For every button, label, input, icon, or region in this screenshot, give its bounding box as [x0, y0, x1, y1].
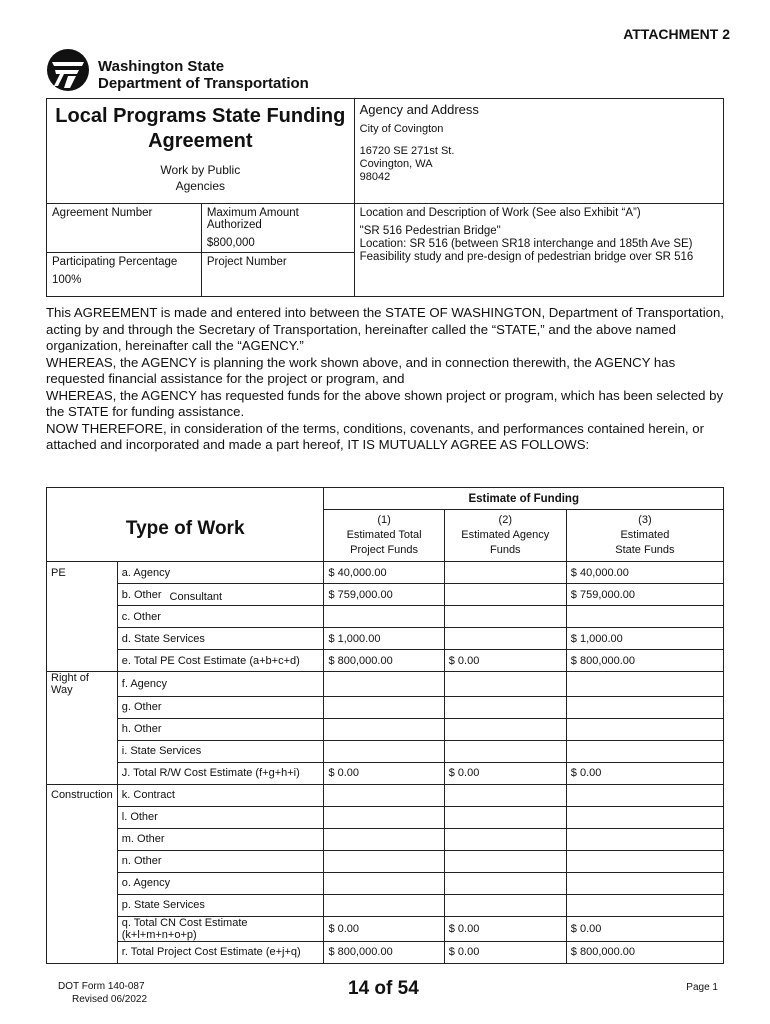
estimate-col1-cell [324, 784, 444, 806]
group-spacer-cell [47, 894, 118, 916]
funding-estimate-table [46, 487, 724, 964]
estimate-col3-cell: $ 759,000.00 [566, 584, 723, 606]
estimate-col3-cell [566, 740, 723, 762]
estimate-col3-cell [566, 850, 723, 872]
page-number: Page 1 [686, 982, 718, 993]
estimate-col3-cell: $ 0.00 [566, 916, 723, 941]
max-amount-value: $800,000 [206, 237, 255, 249]
group-spacer-cell [47, 916, 118, 941]
work-by-label: Work by Public Agencies [160, 163, 241, 193]
work-item-cell [117, 916, 324, 941]
group-spacer-cell [47, 628, 118, 650]
table-row [47, 650, 724, 672]
table-row [47, 584, 724, 606]
estimate-col1-cell [324, 718, 444, 740]
pe-group-label: PE [47, 562, 118, 584]
table-row [47, 850, 724, 872]
group-spacer-cell [47, 650, 118, 672]
work-item-cell [117, 628, 324, 650]
logo-line1: Washington State [98, 58, 225, 75]
project-number-cell: Project Number [201, 253, 354, 297]
group-spacer-cell [47, 762, 118, 784]
estimate-col2-cell [444, 718, 566, 740]
estimate-col1-cell [324, 696, 444, 718]
work-item-label: i. State Services [121, 745, 202, 757]
group-spacer-cell [47, 806, 118, 828]
estimate-col1-cell: $ 759,000.00 [324, 584, 444, 606]
page-of-count: 14 of 54 [348, 978, 419, 999]
estimate-col1-cell: $ 40,000.00 [324, 562, 444, 584]
col3-header: (3) Estimated State Funds [566, 510, 723, 562]
work-item-label: f. Agency [121, 677, 168, 690]
work-item-label: h. Other [121, 723, 162, 735]
agreement-number-cell: Agreement Number [47, 204, 202, 253]
agency-address: 16720 SE 271st St. Covington, WA 98042 [359, 145, 455, 183]
estimate-col2-cell [444, 606, 566, 628]
agreement-title: Local Programs State Funding Agreement [55, 105, 346, 152]
work-item-label: n. Other [121, 855, 162, 867]
participating-percentage-value: 100% [52, 274, 82, 286]
estimate-col2-cell [444, 562, 566, 584]
body-paragraph-3: WHEREAS, the AGENCY has requested funds for the above shown project or program, which has been selected by the STATE for funding assistance. [46, 387, 724, 419]
work-item-label: p. State Services [121, 899, 205, 911]
estimate-col2-cell: $ 0.00 [444, 650, 566, 672]
estimate-col2-cell [444, 828, 566, 850]
estimate-col3-cell: $ 40,000.00 [566, 562, 723, 584]
form-info [58, 980, 147, 1006]
table-row [47, 806, 724, 828]
work-item-cell [117, 584, 324, 606]
work-item-label: e. Total PE Cost Estimate (a+b+c+d) [121, 654, 300, 667]
table-row [47, 628, 724, 650]
agreement-body [46, 305, 726, 454]
estimate-col3-cell: $ 1,000.00 [566, 628, 723, 650]
estimate-col1-cell [324, 606, 444, 628]
estimate-col2-cell [444, 584, 566, 606]
table-row [47, 606, 724, 628]
estimate-col1-cell [324, 894, 444, 916]
location-cell: Location and Description of Work (See also Exhibit “A”) "SR 516 Pedestrian Bridge" Location: SR 516 (between SR18 interchange and 185th Ave SE) Feasibility study and pre-design of pedestrian bridge over SR 516 [354, 204, 723, 297]
funding-rows [47, 562, 724, 964]
body-paragraph-4: NOW THEREFORE, in consideration of the terms, conditions, covenants, and performances contained herein, or attached and incorporated and made a part hereof, IT IS MUTUALLY AGREE AS FOLLOWS: [46, 420, 704, 452]
agency-address-label: Agency and Address [359, 102, 479, 117]
work-item-cell [117, 606, 324, 628]
work-item-label: c. Other [121, 610, 161, 623]
estimate-col1-cell: $ 0.00 [324, 916, 444, 941]
estimate-col2-cell: $ 0.00 [444, 916, 566, 941]
work-item-label: a. Agency [121, 566, 171, 579]
logo-line2: Department of Transportation [98, 75, 309, 92]
group-spacer-cell [47, 718, 118, 740]
work-item-label: l. Other [121, 811, 158, 823]
work-item-label: b. Other [121, 588, 162, 601]
table-row [47, 916, 724, 941]
agency-address-cell [354, 99, 723, 204]
group-spacer-cell [47, 696, 118, 718]
work-item-cell [117, 650, 324, 672]
type-of-work-header: Type of Work [47, 488, 324, 562]
work-item-label: r. Total Project Cost Estimate (e+j+q) [121, 946, 301, 958]
estimate-col3-cell [566, 718, 723, 740]
group-spacer-cell [47, 872, 118, 894]
group-spacer-cell [47, 941, 118, 963]
agency-name: City of Covington [359, 123, 444, 135]
col2-header: (2) Estimated Agency Funds [444, 510, 566, 562]
table-row [47, 740, 724, 762]
work-item-cell [117, 872, 324, 894]
table-row [47, 562, 724, 584]
estimate-col3-cell: $ 0.00 [566, 762, 723, 784]
table-row [47, 718, 724, 740]
construction-group-label: Construction [47, 784, 118, 806]
estimate-col1-cell [324, 850, 444, 872]
attachment-label: ATTACHMENT 2 [623, 26, 730, 42]
body-paragraph-2: WHEREAS, the AGENCY is planning the work shown above, and in connection therewith, the AGENCY has requested financial assistance for the project or program, and [46, 354, 676, 386]
estimate-col3-cell: $ 800,000.00 [566, 941, 723, 963]
table-row [47, 828, 724, 850]
estimate-col2-cell [444, 784, 566, 806]
work-item-cell [117, 894, 324, 916]
agreement-title-cell [47, 99, 355, 204]
participating-percentage-cell: Participating Percentage 100% [47, 253, 202, 297]
estimate-col2-cell [444, 696, 566, 718]
table-row [47, 872, 724, 894]
group-spacer-cell [47, 584, 118, 606]
estimate-col3-cell: $ 800,000.00 [566, 650, 723, 672]
work-item-cell [117, 784, 324, 806]
table-row [47, 784, 724, 806]
work-item-label: m. Other [121, 833, 165, 845]
work-item-cell [117, 562, 324, 584]
work-item-cell [117, 672, 324, 697]
table-row [47, 762, 724, 784]
col1-header: (1) Estimated Total Project Funds [324, 510, 444, 562]
group-spacer-cell [47, 828, 118, 850]
estimate-col3-cell [566, 872, 723, 894]
estimate-col1-cell: $ 1,000.00 [324, 628, 444, 650]
estimate-col2-cell [444, 740, 566, 762]
form-number: DOT Form 140-087 [58, 981, 145, 992]
work-item-cell [117, 718, 324, 740]
estimate-col3-cell [566, 828, 723, 850]
work-item-label: d. State Services [121, 632, 205, 645]
work-item-cell [117, 696, 324, 718]
work-item-note: Consultant [169, 590, 223, 603]
estimate-col2-cell [444, 628, 566, 650]
work-item-cell [117, 941, 324, 963]
table-row [47, 941, 724, 963]
work-item-label: J. Total R/W Cost Estimate (f+g+h+i) [121, 767, 300, 779]
group-spacer-cell [47, 850, 118, 872]
work-item-label: k. Contract [121, 789, 175, 801]
body-paragraph-1: This AGREEMENT is made and entered into between the STATE OF WASHINGTON, Department of Transportation, acting by and through the Secretary of Transportation, hereinafter called the “STATE,” and the above named organization, hereinafter call the “AGENCY.” [46, 305, 724, 353]
estimate-col1-cell [324, 872, 444, 894]
estimate-col3-cell [566, 784, 723, 806]
work-item-cell [117, 828, 324, 850]
work-item-cell [117, 762, 324, 784]
agreement-header [46, 98, 724, 297]
max-amount-cell: Maximum Amount Authorized $800,000 [201, 204, 354, 253]
estimate-col3-cell [566, 894, 723, 916]
group-spacer-cell [47, 740, 118, 762]
estimate-col2-cell: $ 0.00 [444, 762, 566, 784]
estimate-col3-cell [566, 672, 723, 697]
estimate-col1-cell [324, 828, 444, 850]
estimate-col1-cell [324, 672, 444, 697]
right-of-way-group-label: Right of Way [47, 672, 118, 697]
work-item-cell [117, 806, 324, 828]
estimate-col2-cell [444, 850, 566, 872]
work-item-cell [117, 740, 324, 762]
form-revised: Revised 06/2022 [72, 994, 148, 1005]
estimate-col2-cell [444, 894, 566, 916]
table-row [47, 672, 724, 697]
table-row [47, 696, 724, 718]
wsdot-logo-icon [46, 48, 90, 92]
work-item-cell [117, 850, 324, 872]
estimate-col3-cell [566, 806, 723, 828]
estimate-of-funding-header: Estimate of Funding [324, 488, 724, 510]
estimate-col2-cell: $ 0.00 [444, 941, 566, 963]
estimate-col3-cell [566, 606, 723, 628]
estimate-col2-cell [444, 806, 566, 828]
work-item-label: g. Other [121, 701, 162, 713]
work-item-label: o. Agency [121, 877, 171, 889]
estimate-col1-cell: $ 800,000.00 [324, 650, 444, 672]
group-spacer-cell [47, 606, 118, 628]
work-item-label: q. Total CN Cost Estimate (k+l+m+n+o+p) [121, 916, 248, 941]
wsdot-logo-text [98, 58, 309, 92]
location-description: "SR 516 Pedestrian Bridge" Location: SR 516 (between SR18 interchange and 185th Ave SE) Feasibility study and pre-design of pedestrian bridge over SR 516 [359, 225, 694, 263]
estimate-col1-cell: $ 0.00 [324, 762, 444, 784]
estimate-col2-cell [444, 872, 566, 894]
estimate-col2-cell [444, 672, 566, 697]
estimate-col3-cell [566, 696, 723, 718]
table-row [47, 894, 724, 916]
estimate-col1-cell [324, 740, 444, 762]
estimate-col1-cell [324, 806, 444, 828]
estimate-col1-cell: $ 800,000.00 [324, 941, 444, 963]
